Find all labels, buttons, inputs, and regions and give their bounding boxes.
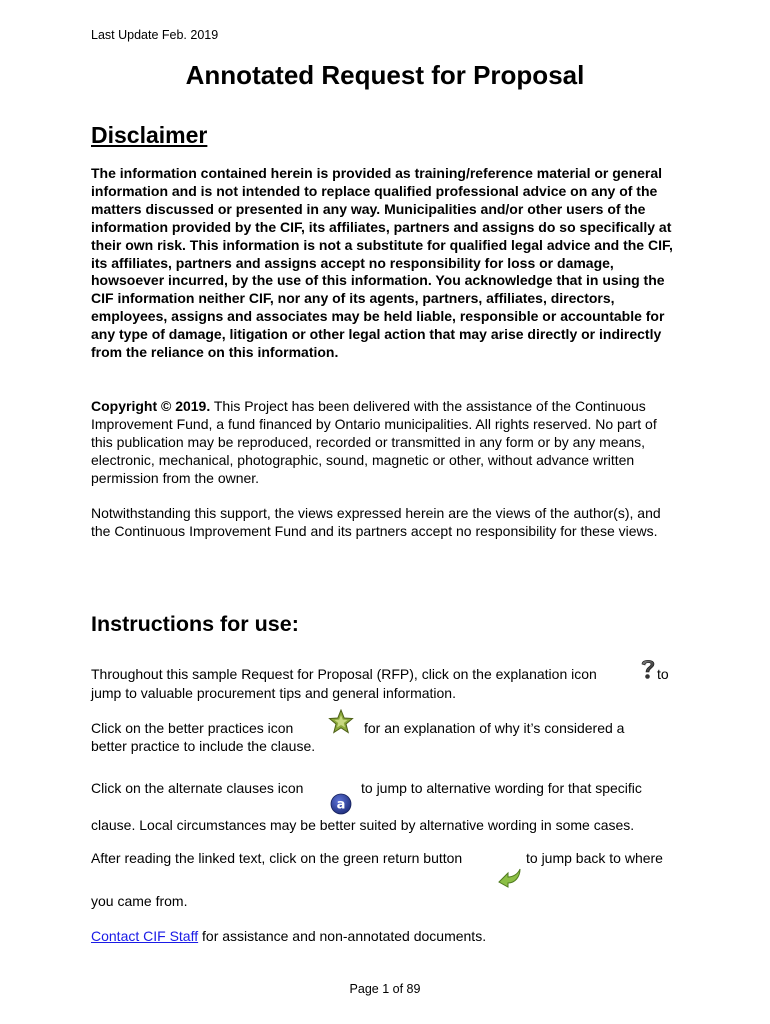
question-icon[interactable]	[638, 657, 658, 686]
explanation-instruction-line2: jump to valuable procurement tips and general information.	[91, 685, 456, 701]
star-icon[interactable]	[328, 709, 354, 740]
better-practice-instruction-after: for an explanation of why it’s considered a	[364, 720, 625, 736]
document-title: Annotated Request for Proposal	[185, 60, 585, 90]
disclaimer-body: The information contained herein is provided as training/reference material or general information and is not intended to replace qualified professional advice on any of the matters discussed or presented in any way. Municipalities and/or other users of the information provided by the CIF, its affiliates, partners and assigns do so specifically at their own risk. This information is not a substitute for qualified legal advice and the CIF, its affiliates, partners and assigns accept no responsibility for loss or damage, howsoever incurred, by the use of this information. You acknowledge that in using the CIF information neither CIF, nor any of its agents, partners, affiliates, directors, employees, assigns and associates may be held liable, responsible or accountable for any type of damage, litigation or other legal action that may arise directly or indirectly from the reliance on this information.	[91, 165, 673, 361]
return-instruction-after: to jump back to where	[526, 850, 663, 866]
better-practice-instruction-line2: better practice to include the clause.	[91, 738, 316, 754]
explanation-instruction-text: Throughout this sample Request for Proposal (RFP), click on the explanation icon	[91, 666, 597, 682]
contact-line-text: for assistance and non-annotated documents.	[198, 928, 487, 944]
alternate-a-icon[interactable]	[330, 793, 352, 820]
alternate-instruction-text: Click on the alternate clauses icon	[91, 780, 304, 796]
return-arrow-icon[interactable]	[496, 864, 522, 895]
alternate-instruction-line2: clause. Local circumstances may be better suited by alternative wording in some cases.	[91, 817, 635, 833]
return-instruction-text: After reading the linked text, click on the green return button	[91, 850, 463, 866]
contact-line	[91, 928, 486, 944]
better-practice-instruction-text: Click on the better practices icon	[91, 720, 294, 736]
page-number: Page 1 of 89	[349, 982, 421, 996]
instructions-heading: Instructions for use:	[91, 612, 299, 636]
disclaimer-heading: Disclaimer	[91, 122, 208, 148]
copyright-paragraph	[91, 398, 681, 488]
copyright-lead: Copyright © 2019.	[91, 398, 211, 414]
contact-cif-staff-link[interactable]: Contact CIF Staff	[91, 928, 199, 944]
svg-text:a: a	[336, 797, 346, 813]
return-instruction-line2: you came from.	[91, 893, 188, 909]
copyright-text: This Project has been delivered with the assistance of the Continuous Improvement Fund, a fund financed by Ontario municipalities. All rights reserved. No part of this publication may be reproduced, recorded or transmitted in any form or by any means, electronic, mechanical, photographic, sound, magnetic or other, without advance written permission from the owner.	[91, 398, 657, 486]
notwithstanding-paragraph: Notwithstanding this support, the views expressed herein are the views of the author(s), and the Continuous Improvement Fund and its partners accept no responsibility for these views.	[91, 505, 661, 539]
alternate-instruction-after: to jump to alternative wording for that specific	[361, 780, 642, 796]
explanation-instruction-after: to	[657, 666, 669, 682]
last-update-note: Last Update Feb. 2019	[91, 28, 219, 42]
